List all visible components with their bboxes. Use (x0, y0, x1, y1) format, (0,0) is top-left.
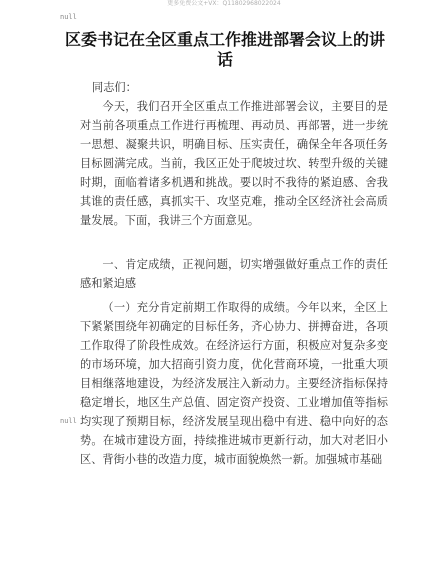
watermark-text: 更多免费公文+VX：Q11802968022024 (167, 0, 281, 7)
salutation: 同志们： (92, 81, 137, 94)
null-label-top: null (60, 13, 77, 21)
section-heading-1: 一、肯定成绩，正视问题，切实增强做好重点工作的责任感和紧迫感 (80, 258, 388, 290)
document-title: 区委书记在全区重点工作推进部署会议上的讲话 (64, 30, 385, 69)
null-label-bottom: null (60, 417, 77, 425)
paragraph-intro: 今天，我们召开全区重点工作推进部署会议，主要目的是对当前各项重点工作进行再梳理、再动员、再部署，进一步统一思想、凝聚共识，明确目标、压实责任，确保全年各项任务目标圆满完成。当前，我区正处于爬坡过坎、转型升级的关键时期，面临着诸多机遇和挑战。要以时不我待的紧迫感、舍我其谁的责任感，真抓实干、攻坚克难，推动全区经济社会高质量发展。下面，我讲三个方面意见。 (80, 100, 388, 227)
paragraph-achievements: （一）充分肯定前期工作取得的成绩。今年以来，全区上下紧紧围绕年初确定的目标任务，齐心协力、拼搏奋进，各项工作取得了阶段性成效。在经济运行方面，积极应对复杂多变的市场环境，加大招商引资力度，优化营商环境，一批重大项目相继落地建设，为经济发展注入新动力。主要经济指标保持稳定增长，地区生产总值、固定资产投资、工业增加值等指标均实现了预期目标，经济发展呈现出稳中有进、稳中向好的态势。在城市建设方面，持续推进城市更新行动，加大对老旧小区、背街小巷的改造力度，城市面貌焕然一新。加强城市基础 (80, 301, 388, 466)
